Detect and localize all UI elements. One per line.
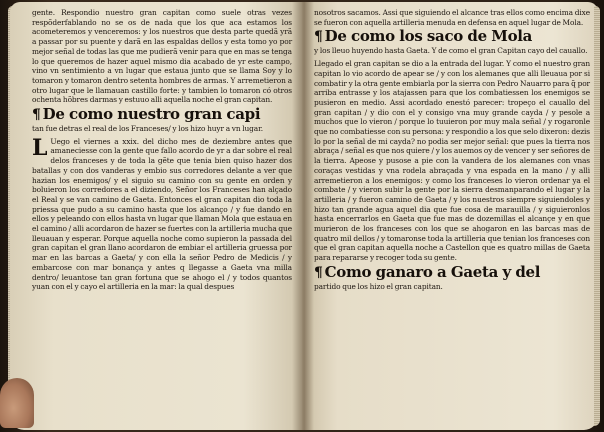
pilcrow-icon: ¶ bbox=[314, 29, 323, 46]
left-heading bbox=[32, 107, 292, 123]
left-paragraph-2-text: Uego el viernes a xxix. del dicho mes de deziembre antes que amaneciesse con la gente que fallo acordo de yr a dar sobre el real delos franceses y de toda la gẽte que tenia bien quiso hazer dos batallas y con dos vanderas y embio sus corredores delante a ver que hazian los enemigos/ y el siguio su camino con su gente en orden y boluieron los corredores a el diziendo, Señor los Franceses han alçado el Real y se van camino de Gaeta. Entonces el gran capitan dio toda la priessa que pudo a su camino hasta que los alcanço / y fue dando en ellos y peleando con ellos hasta vn lugar que llaman Mola que estaua en el camino / alli acordaron de hazer se fuertes con la artilleria mucha que lleuauan y esperar. Porque aquella noche como supieron la passada del gran capitan el gran llano acordaron de embiar el artilleria gruessa por mar en las barcas a Gaeta/ y con ella la señor Pedro de Medicis / y embarcose con mar bonança y antes q llegasse a Gaeta vna milla dentro/ leuantose tan gran fortuna que se ahogo el / y todos quantos yuan con el y cayo el artilleria en la mar: la qual despues bbox=[32, 136, 292, 292]
left-page-text bbox=[32, 8, 292, 292]
left-heading-text: De como nuestro gran capi bbox=[42, 105, 261, 124]
right-heading bbox=[314, 29, 590, 45]
open-book bbox=[4, 2, 600, 430]
right-subheading-2: partido que los hizo el gran capitan. bbox=[314, 281, 443, 291]
left-paragraph-2 bbox=[32, 134, 292, 292]
right-subheading: y los lleuo huyendo hasta Gaeta. Y de como el gran Capitan cayo del cauallo. bbox=[314, 46, 588, 56]
right-page-text bbox=[314, 8, 590, 292]
right-paragraph-1: nosotros sacamos. Assi que siguiendo el alcance tras ellos como encima dixe se fueron con aquella artilleria menuda en defensa en aquel lugar de Mola. bbox=[314, 8, 590, 27]
drop-cap: L bbox=[32, 134, 48, 161]
reader-thumb bbox=[0, 378, 34, 428]
right-heading-2 bbox=[314, 262, 590, 281]
right-page-edges bbox=[594, 6, 600, 426]
left-page bbox=[10, 2, 302, 430]
left-paragraph-1: gente. Respondio nuestro gran capitan como suele otras vezes respõderfablando no se os de nada que los que aca estamos los acometeremos y venceremos: y los nuestros que desta parte quedã yrã a passar por su puente y darã en las espaldas dellos y esta tomo yo por mejor señal de todas las que me pudierã venir para que en mas se tenga lo que queremos de hazer aquel mismo dia acabado de yr este campo, vino vn sentimiento a vn lugar que estaua junto que se llama Soy y lo tomaron y tomaron dentro setenta hombres de armas. Y arremetieron a otro lugar que le llamauan castillo forte: y tambien lo tomaron có otros ochenta hõbres darmas y estuuo alli aquella noche el gran capitan. bbox=[32, 8, 292, 105]
pilcrow-icon: ¶ bbox=[32, 107, 41, 124]
right-heading-text: De como los saco de Mola bbox=[324, 27, 533, 46]
right-heading-2-text: Como ganaro a Gaeta y del bbox=[324, 262, 541, 281]
left-subheading: tan fue detras el real de los Franceses/ y los hizo huyr a vn lugar. bbox=[32, 124, 263, 134]
right-paragraph-2: Llegado el gran capitan se dio a la entrada del lugar. Y como el nuestro gran capitan lo vio acordo de apear se / y con los alemanes que alli lleuaua por si combatir y la otra gente embiarla por la sierra con Pedro Nauarro para q̃ por arriba entrasse y los atajassen para que los combatiessen los enemigos se pusieron en medio. Assi acordado enestó parecer: tropeço el cauallo del gran capitan / y dio con el y consigo vna muy grande cayda / y pesole a muchos que lo vieron / porque lo tuuieron por muy mala señal / y rogaronle que no combatiesse con su persona: y respondio a los que selo dixeron: dezis lo por la señal de mi cayda? no podia ser mejor señal: que pues la tierra nos abraça / señal es que nos quiere / y los auemos oy de vencer y ser señores de la tierra. Apeose y pusose a pie con la vandera de los alemanes con vnas coraças vestidas y vna rodela abraçada y vna espada en la mano / y alli arremetieron a los enemigos: y como los franceses lo vieron ordenar ya el combate / y vieron subir la gente por la sierra desmanparando el lugar y la artilleria / y fueron camino de Gaeta / y los nuestros siempre siguiendoles y hizo tan grande agua aquel dia que fue cosa de marauilla / y siguieronlos hasta encerrarlos en Gaeta que fue mas de dozemillas el alcançe y en que murieron de los franceses con los que se ahogaron en las barcas mas de quatro mil dellos / y tomaronse toda la artilleria que tenian los franceses con que el gran capitan aquella noche a Castellon que es quatro millas de Gaeta para repararse y recoger toda su gente. bbox=[314, 59, 590, 263]
pilcrow-icon: ¶ bbox=[314, 264, 323, 281]
right-page bbox=[302, 2, 598, 430]
